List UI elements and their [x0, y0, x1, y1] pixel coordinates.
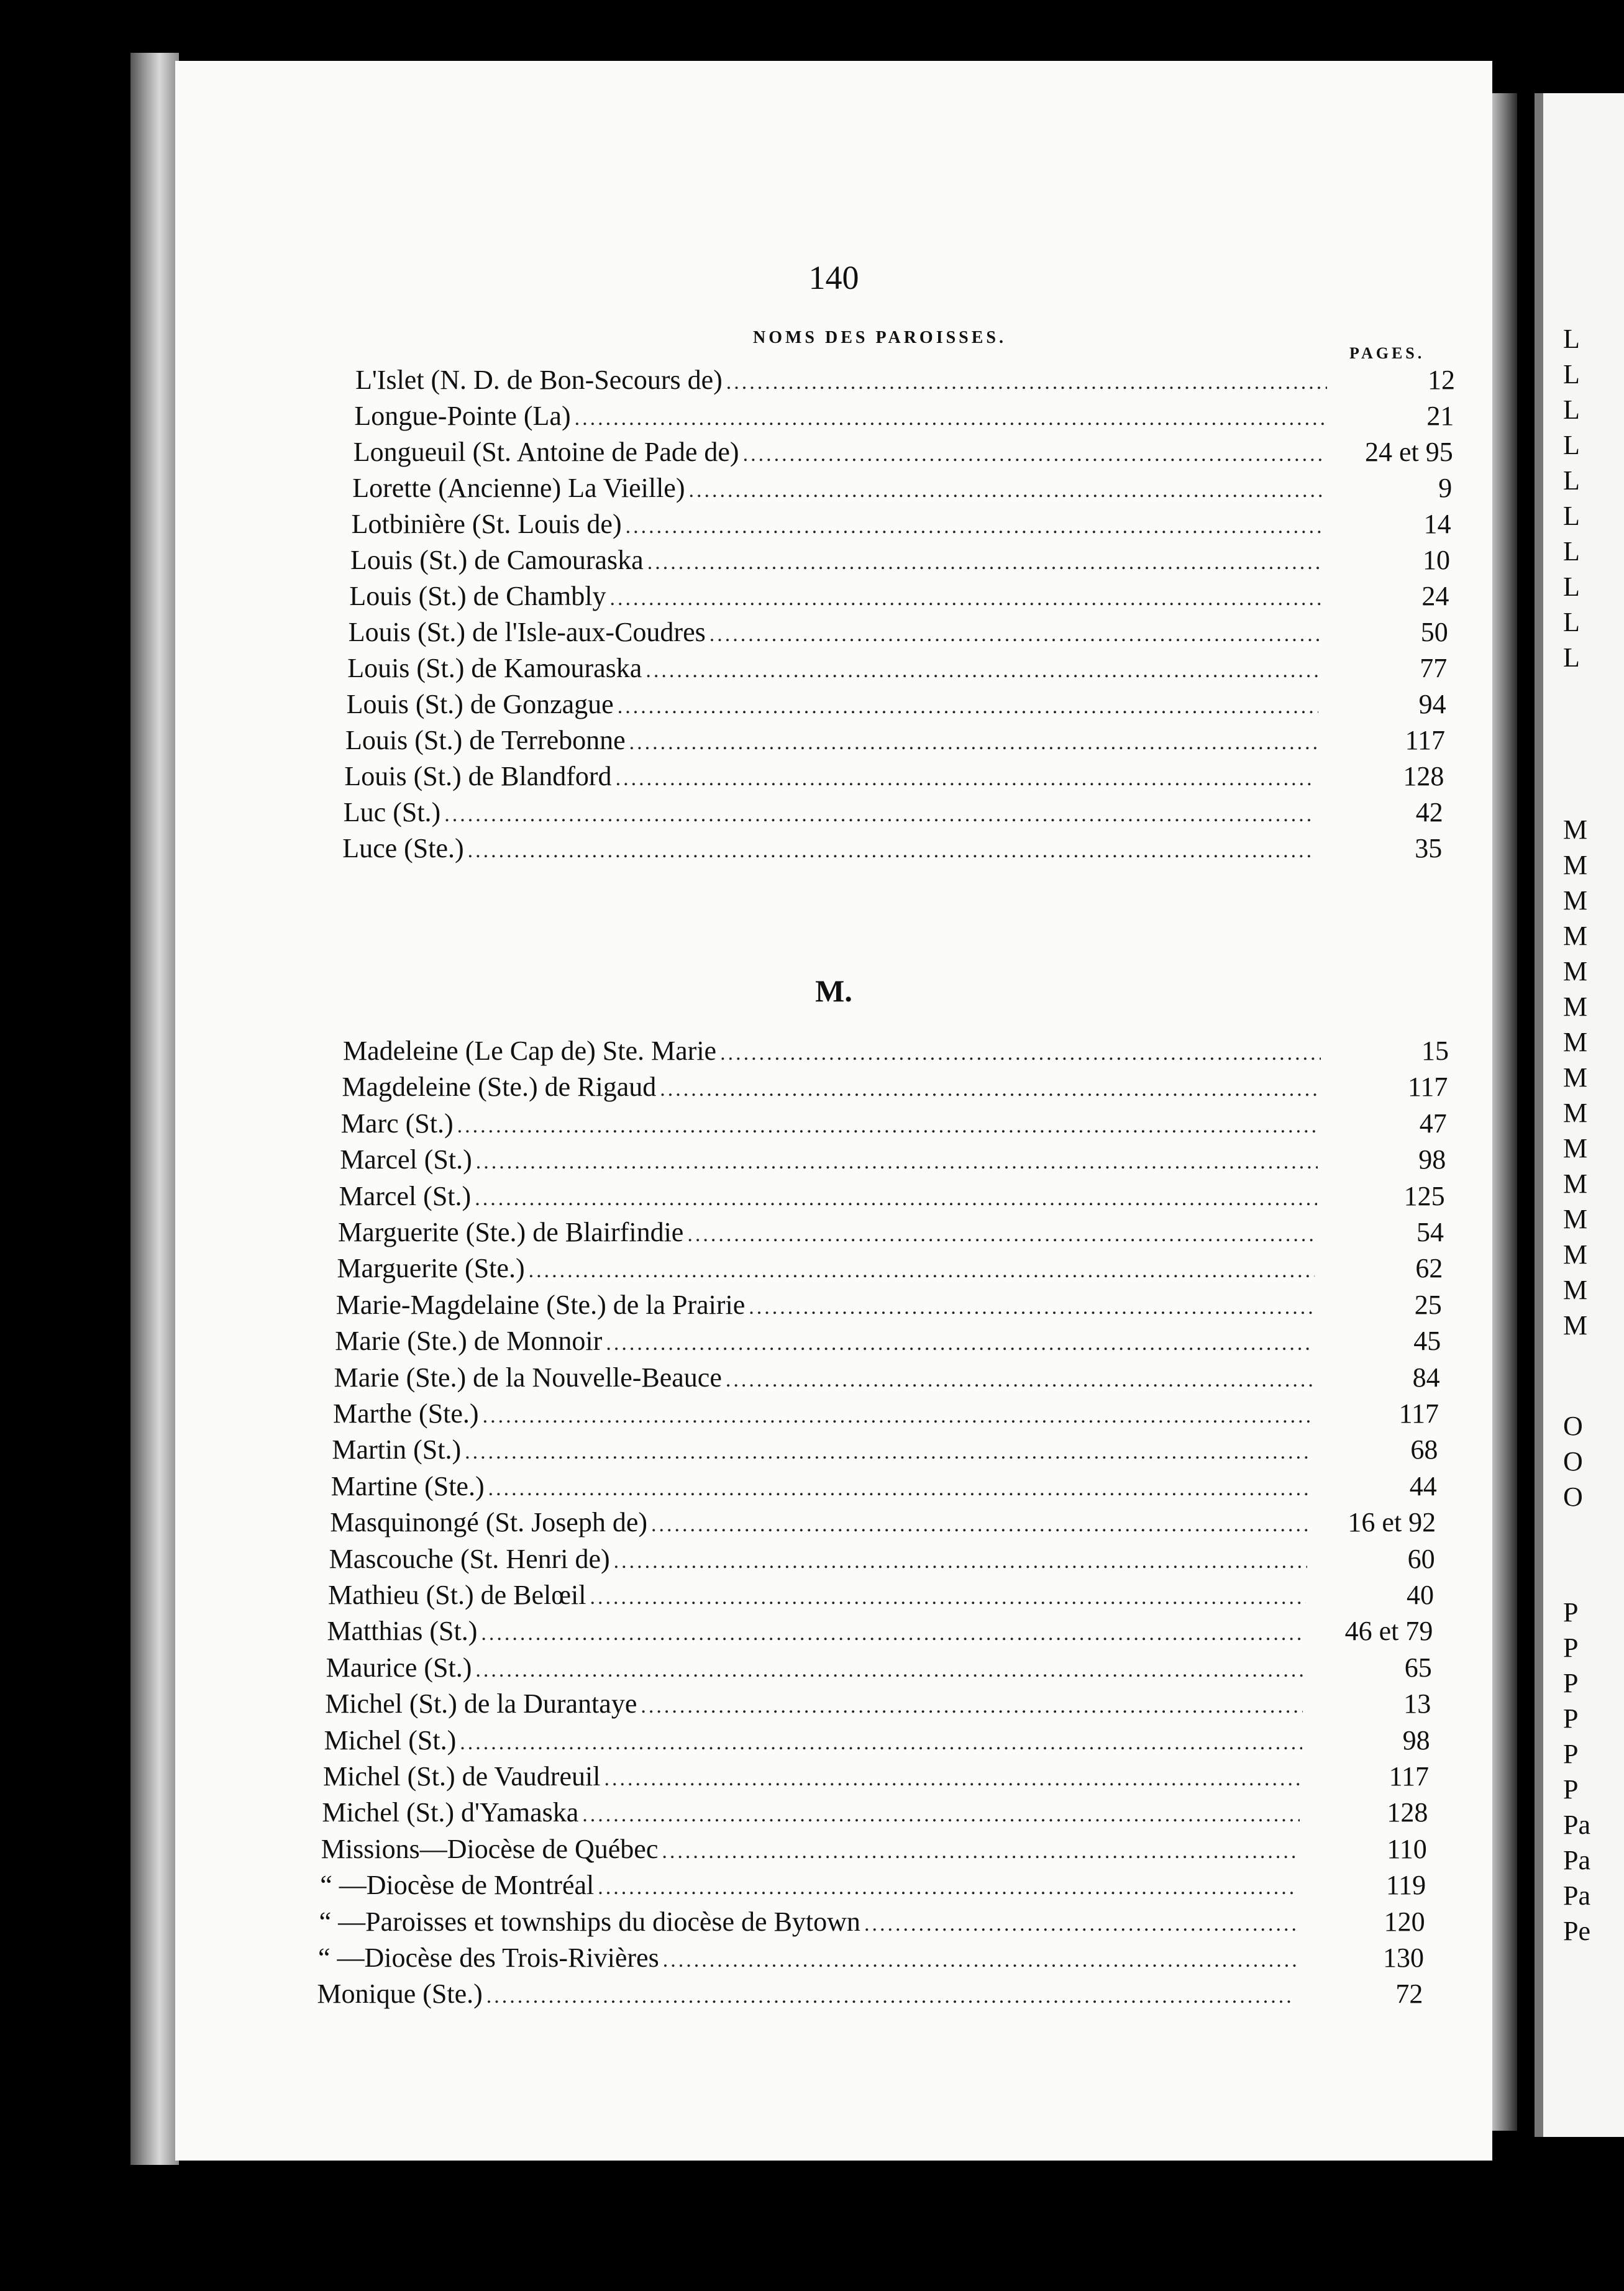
right-page-letter: M [1563, 1062, 1588, 1093]
right-page-letter: L [1563, 607, 1580, 637]
entry-name: Missions—Diocèse de Québec [321, 1833, 659, 1864]
right-page-letter: M [1563, 921, 1588, 951]
right-page-letter: M [1563, 1027, 1588, 1057]
right-page-fragment [1535, 93, 1624, 2137]
entry-name: Marie-Magdelaine (Ste.) de la Prairie [335, 1289, 746, 1320]
leader-dots [529, 1259, 1315, 1283]
entry-page: 47 [1419, 1108, 1447, 1139]
index-entry [342, 832, 1442, 868]
right-page-letter: L [1563, 324, 1580, 354]
right-page-letter: L [1563, 572, 1580, 602]
right-page-letter: O [1563, 1446, 1583, 1477]
entry-name: Lotbinière (St. Louis de) [351, 509, 622, 539]
entry-page: 46 et 79 [1344, 1616, 1433, 1647]
index-entry [352, 508, 1451, 544]
index-entry [350, 544, 1450, 580]
entry-page: 10 [1423, 545, 1450, 575]
entry-name: Louis (St.) de Terrebonne [345, 725, 626, 755]
leader-dots [457, 1114, 1319, 1138]
entry-name: Luc (St.) [343, 797, 441, 827]
book-binding [130, 53, 179, 2165]
index-entry [328, 1579, 1434, 1615]
entry-name: Marcel (St.) [340, 1144, 472, 1175]
entry-name: Martin (St.) [332, 1434, 462, 1465]
entry-page: 117 [1405, 725, 1445, 755]
entry-page: 54 [1416, 1217, 1444, 1247]
right-page-letter: L [1563, 359, 1580, 389]
entry-name: Longueuil (St. Antoine de Pade de) [353, 437, 739, 467]
entry-name: Louis (St.) de l'Isle-aux-Coudres [348, 617, 706, 647]
entry-page: 50 [1420, 617, 1448, 647]
index-entry [347, 688, 1446, 724]
entry-page: 24 [1421, 581, 1449, 611]
index-entry [344, 760, 1444, 796]
leader-dots [864, 1913, 1297, 1936]
entry-name: Mascouche (St. Henri de) [329, 1543, 610, 1574]
leader-dots [626, 515, 1323, 539]
entry-page: 40 [1407, 1580, 1434, 1610]
right-page-letter: M [1563, 850, 1588, 880]
leader-dots [641, 1695, 1303, 1718]
index-entry [341, 1108, 1447, 1144]
leader-dots [590, 1586, 1307, 1610]
entry-name: Marthe (Ste.) [333, 1398, 479, 1429]
entry-page: 128 [1387, 1797, 1428, 1828]
index-entry [327, 1615, 1433, 1651]
leader-dots [475, 1659, 1303, 1682]
entry-page: 35 [1415, 833, 1443, 863]
leader-dots [460, 1731, 1302, 1755]
entry-page: 84 [1412, 1362, 1440, 1393]
index-entry [329, 1543, 1435, 1579]
leader-dots [604, 1767, 1301, 1791]
entry-name: Michel (St.) [324, 1724, 457, 1756]
leader-dots [749, 1296, 1314, 1319]
index-entry [318, 1942, 1424, 1978]
entry-page: 42 [1415, 797, 1443, 827]
leader-dots [663, 1949, 1296, 1972]
entry-page: 16 et 92 [1348, 1507, 1436, 1538]
right-page-letter: L [1563, 536, 1580, 567]
leader-dots [660, 1078, 1320, 1101]
right-page-letter: P [1563, 1739, 1579, 1769]
entry-page: 25 [1414, 1289, 1442, 1320]
right-page-letter: L [1563, 501, 1580, 531]
entry-name: “ —Paroisses et townships du diocèse de Bytown [319, 1906, 860, 1937]
right-page-letter: L [1563, 465, 1580, 496]
index-entry [324, 1724, 1430, 1760]
entry-name: Marc (St.) [340, 1108, 454, 1139]
entry-name: Louis (St.) de Chambly [349, 581, 606, 611]
index-entry [336, 1289, 1442, 1325]
entry-page: 14 [1423, 509, 1451, 539]
entry-name: Louis (St.) de Kamouraska [347, 653, 642, 683]
entry-name: Louis (St.) de Camouraska [350, 545, 644, 575]
leader-dots [687, 1223, 1316, 1247]
entry-page: 12 [1428, 365, 1455, 395]
entry-name: Madeleine (Le Cap de) Ste. Marie [343, 1036, 717, 1066]
right-page-letter: L [1563, 642, 1580, 673]
right-page-letter: P [1563, 1774, 1579, 1805]
entry-page: 119 [1385, 1870, 1426, 1901]
entry-page: 60 [1407, 1543, 1435, 1574]
right-page-letter: Pa [1563, 1810, 1590, 1840]
entry-name: Longue-Pointe (La) [354, 401, 571, 431]
right-page-letter: M [1563, 1133, 1588, 1164]
right-page-letter: M [1563, 956, 1588, 986]
leader-dots [720, 1042, 1321, 1065]
leader-dots [465, 1441, 1310, 1464]
leader-dots [468, 839, 1315, 863]
index-entry [335, 1325, 1441, 1361]
entry-name: Marcel (St.) [339, 1180, 472, 1211]
leader-dots [598, 1876, 1298, 1900]
index-entry [334, 1362, 1440, 1398]
index-entry [333, 1398, 1439, 1434]
entry-page: 130 [1383, 1943, 1424, 1973]
leader-dots [662, 1840, 1298, 1864]
entry-page: 77 [1420, 653, 1448, 683]
index-entry [347, 652, 1447, 688]
index-entry [326, 1652, 1432, 1688]
index-entry [354, 436, 1453, 472]
leader-dots [606, 1332, 1313, 1355]
right-page-letter: Pa [1563, 1880, 1590, 1911]
entry-page: 9 [1438, 473, 1453, 503]
leader-dots [726, 1369, 1312, 1392]
index-entry [330, 1506, 1436, 1542]
entry-name: Marie (Ste.) de la Nouvelle-Beauce [334, 1362, 722, 1393]
entry-page: 72 [1395, 1979, 1423, 2010]
right-page-letter: L [1563, 394, 1580, 425]
entry-page: 62 [1415, 1253, 1443, 1284]
right-page-letter: Pe [1563, 1916, 1590, 1946]
leader-dots [629, 731, 1317, 755]
leader-dots [645, 659, 1319, 683]
index-entry [342, 1071, 1448, 1107]
pages-heading: PAGES. [1349, 344, 1425, 362]
entry-name: Matthias (St.) [327, 1616, 478, 1647]
right-page-letter: P [1563, 1703, 1579, 1734]
right-page-letter: O [1563, 1411, 1583, 1441]
entry-name: Marie (Ste.) de Monnoir [335, 1326, 603, 1357]
leader-dots [444, 803, 1315, 827]
leader-dots [575, 407, 1326, 430]
leader-dots [481, 1622, 1305, 1646]
right-page-letter: M [1563, 885, 1588, 916]
entry-page: 117 [1398, 1398, 1439, 1429]
leader-dots [486, 1985, 1295, 2008]
leader-dots [488, 1477, 1309, 1501]
column-heading: NOMS DES PAROISSES. [753, 328, 1007, 347]
index-entry [325, 1688, 1431, 1724]
entry-page: 24 et 95 [1365, 437, 1453, 467]
index-entry [322, 1797, 1428, 1833]
entry-page: 94 [1418, 689, 1446, 719]
right-page-letter: O [1563, 1482, 1583, 1512]
entry-name: Maurice (St.) [326, 1652, 472, 1683]
section-letter-m: M. [815, 973, 852, 1008]
leader-dots [609, 587, 1321, 611]
right-page-letter: L [1563, 430, 1580, 460]
entry-name: Michel (St.) de Vaudreuil [323, 1761, 601, 1792]
page-number: 140 [808, 259, 859, 296]
leader-dots [614, 1550, 1307, 1574]
leader-dots [688, 479, 1324, 503]
entry-page: 65 [1404, 1652, 1432, 1683]
index-entry [320, 1869, 1426, 1905]
entry-page: 117 [1408, 1072, 1448, 1103]
leader-dots [582, 1803, 1300, 1827]
leader-dots [647, 551, 1322, 575]
right-page-letter: M [1563, 1239, 1588, 1270]
index-entry [319, 1906, 1425, 1942]
leader-dots [726, 371, 1327, 394]
right-page-letter: P [1563, 1597, 1579, 1628]
leader-dots [651, 1513, 1308, 1537]
entry-page: 21 [1426, 401, 1454, 431]
right-page-letter: M [1563, 1098, 1588, 1128]
entry-name: Michel (St.) d'Yamaska [322, 1797, 579, 1828]
entry-name: Magdeleine (Ste.) de Rigaud [342, 1072, 657, 1103]
entry-name: Luce (Ste.) [342, 833, 464, 863]
leader-dots [616, 767, 1316, 791]
right-page-letter: M [1563, 991, 1588, 1022]
index-entry [343, 1035, 1449, 1071]
left-page [175, 61, 1492, 2161]
entry-name: Mathieu (St.) de Belœil [328, 1580, 586, 1610]
leader-dots [475, 1187, 1316, 1211]
index-entry [352, 472, 1452, 508]
index-entry [321, 1833, 1427, 1869]
entry-name: Monique (Ste.) [317, 1979, 483, 2010]
entry-name: L'Islet (N. D. de Bon-Secours de) [355, 365, 723, 395]
index-entry [344, 796, 1443, 832]
index-entry [349, 616, 1448, 652]
entry-name: Martine (Ste.) [331, 1470, 485, 1501]
entry-page: 117 [1389, 1761, 1429, 1792]
leader-dots [618, 695, 1318, 719]
entry-page: 98 [1418, 1144, 1446, 1175]
index-entry [317, 1978, 1423, 2014]
entry-name: Louis (St.) de Gonzague [346, 689, 614, 719]
index-entry [332, 1434, 1438, 1470]
entry-name: Louis (St.) de Blandford [344, 761, 612, 791]
entry-page: 68 [1410, 1434, 1438, 1465]
entry-page: 98 [1402, 1724, 1430, 1756]
entry-name: Lorette (Ancienne) La Vieille) [352, 473, 685, 503]
index-entry [337, 1252, 1443, 1288]
leader-dots [709, 623, 1320, 647]
entry-page: 128 [1403, 761, 1444, 791]
index-entry [338, 1216, 1444, 1252]
leader-dots [743, 443, 1325, 467]
page-edge [1492, 93, 1517, 2131]
index-entry [354, 400, 1454, 436]
index-entry [339, 1180, 1445, 1216]
leader-dots [483, 1405, 1311, 1428]
right-page-letter: M [1563, 1310, 1588, 1341]
right-page-letter: Pa [1563, 1845, 1590, 1875]
right-page-letter: P [1563, 1668, 1579, 1698]
leader-dots [476, 1150, 1318, 1174]
entry-name: Marguerite (Ste.) [337, 1253, 525, 1284]
index-entry [331, 1470, 1437, 1506]
index-entry [345, 724, 1445, 760]
entry-page: 15 [1421, 1036, 1449, 1066]
entry-name: Marguerite (Ste.) de Blairfindie [338, 1217, 684, 1247]
entry-name: Michel (St.) de la Durantaye [325, 1688, 637, 1719]
right-page-letter: M [1563, 1168, 1588, 1199]
entry-page: 13 [1403, 1688, 1431, 1719]
entry-page: 110 [1387, 1833, 1427, 1864]
right-page-letter: P [1563, 1633, 1579, 1663]
entry-page: 44 [1409, 1470, 1437, 1501]
index-entry [340, 1144, 1446, 1180]
index-entry [323, 1760, 1429, 1797]
entry-name: “ —Diocèse de Montréal [320, 1870, 595, 1901]
entry-page: 125 [1403, 1180, 1445, 1211]
right-page-letter: M [1563, 814, 1588, 845]
entry-page: 45 [1413, 1326, 1441, 1357]
entry-name: “ —Diocèse des Trois-Rivières [318, 1943, 659, 1973]
right-page-letter: M [1563, 1275, 1588, 1305]
index-entry [349, 580, 1449, 616]
entry-page: 120 [1384, 1906, 1425, 1937]
right-page-letter: M [1563, 1204, 1588, 1234]
index-entry [355, 364, 1455, 400]
entry-name: Masquinongé (St. Joseph de) [330, 1507, 648, 1538]
